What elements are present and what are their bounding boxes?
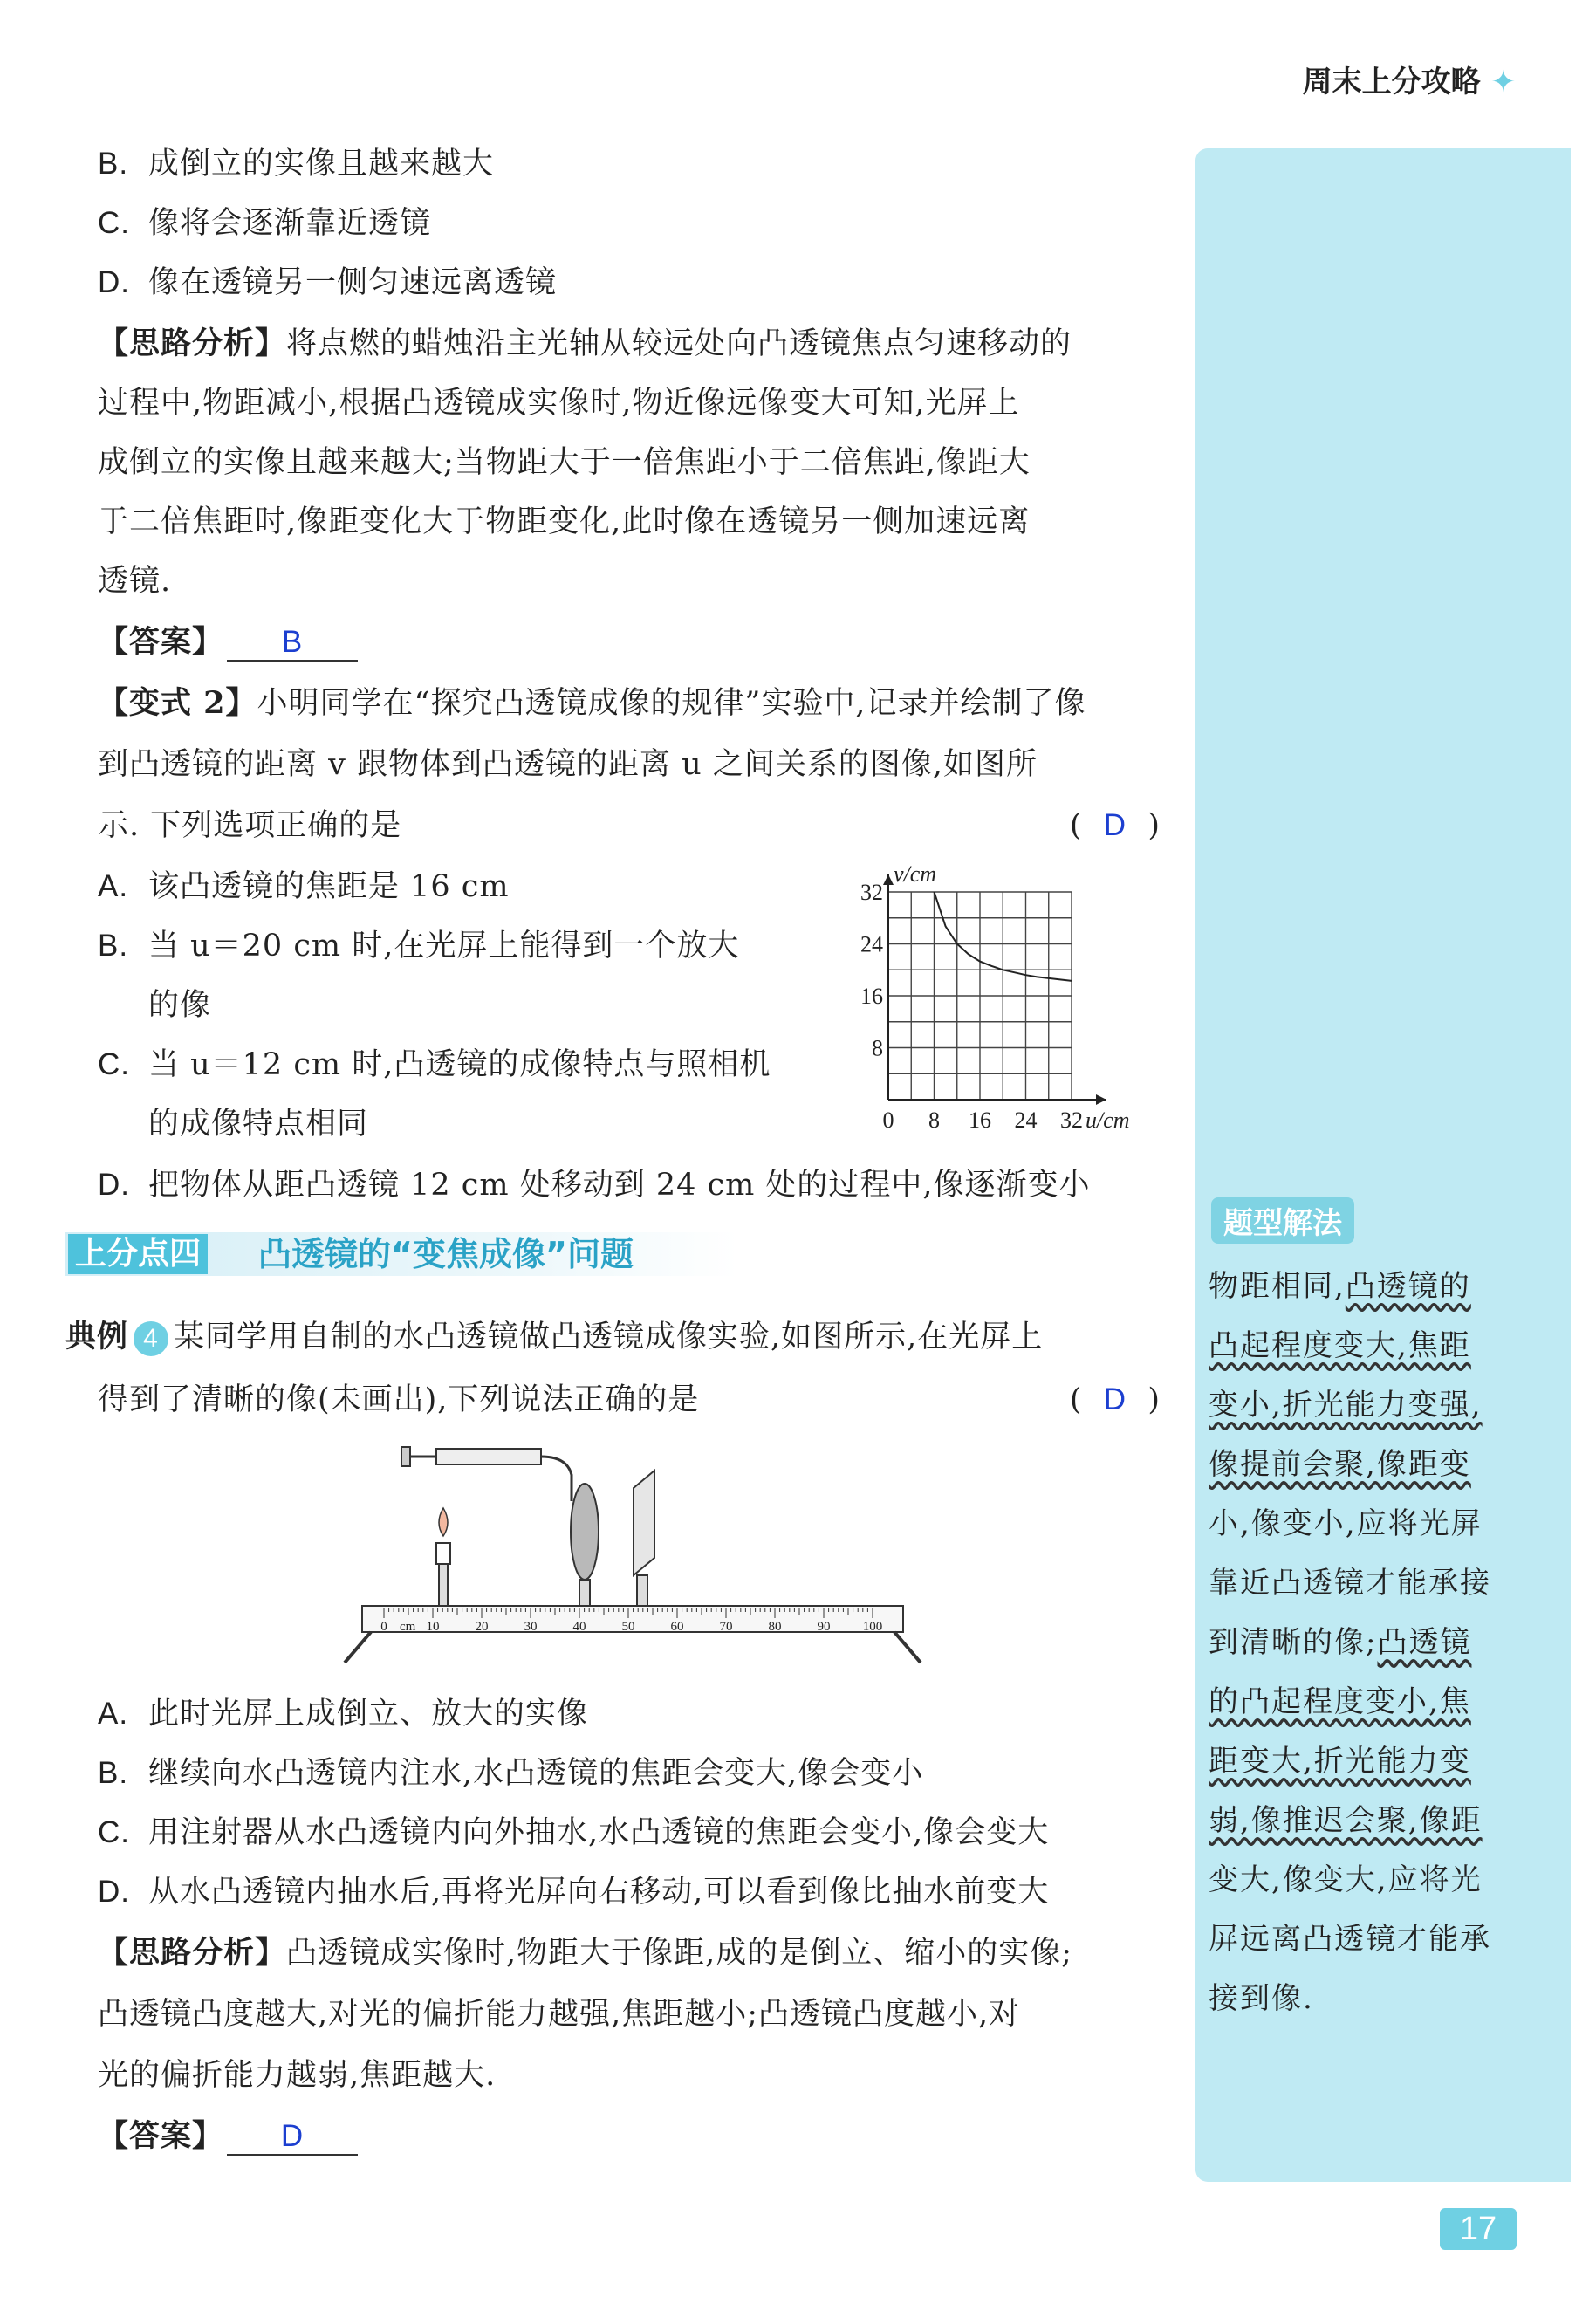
x-tick-label: 0 [882,1108,894,1133]
variant2-option-b: B. 当 u＝20 cm 时,在光屏上能得到一个放大 [98,929,740,964]
sidebar-line-11: 变大,像变大,应将光 [1209,1862,1483,1897]
sidebar-tag: 题型解法 [1211,1197,1354,1244]
example4-answer-value: D [1103,1382,1127,1416]
example4-option-a: A. 此时光屏上成倒立、放大的实像 [98,1697,589,1732]
scale-label: 60 [670,1620,684,1634]
syringe-icon [401,1447,572,1501]
variant2-answer-value: D [1103,808,1127,842]
sidebar-line-5: 小,像变小,应将光屏 [1209,1506,1483,1541]
example-label: 典例 [65,1319,129,1354]
variant2-line-3: 示. 下列选项正确的是 ( D ) [98,808,1161,843]
sparkle-icon: ✦ [1490,65,1516,99]
scale-label: 40 [572,1620,586,1634]
y-axis-label: v/cm [894,864,937,887]
sidebar-line-6: 靠近凸透镜才能承接 [1209,1566,1491,1601]
example-number-badge: 4 [134,1321,168,1356]
y-tick-label: 24 [860,931,883,957]
sidebar-line-8: 的凸起程度变小,焦 [1209,1684,1471,1719]
prev-answer-value: B [227,625,358,662]
scale-unit: cm [400,1620,416,1634]
x-tick-label: 32 [1060,1108,1083,1133]
light-screen-icon [634,1471,654,1610]
x-tick-label: 16 [969,1108,991,1133]
x-axis-arrow [1096,1094,1106,1105]
sidebar-line-12: 屏远离凸透镜才能承 [1209,1922,1491,1957]
scale-label: 30 [524,1620,538,1634]
sidebar-line-2: 凸起程度变大,焦距 [1209,1328,1471,1363]
prev-analysis-line-2: 过程中,物距减小,根据凸透镜成实像时,物近像远像变大可知,光屏上 [98,386,1020,421]
sidebar-line-10: 弱,像推迟会聚,像距 [1209,1803,1483,1838]
candle-icon [436,1508,450,1609]
variant2-option-c: C. 当 u＝12 cm 时,凸透镜的成像特点与照相机 [98,1047,771,1082]
prev-analysis-line-3: 成倒立的实像且越来越大;当物距大于一倍焦距小于二倍焦距,像距大 [98,445,1031,480]
prev-analysis-line-1: 【思路分析】将点燃的蜡烛沿主光轴从较远处向凸透镜焦点匀速移动的 [98,326,1072,361]
prev-option-c: C. 像将会逐渐靠近透镜 [98,206,432,241]
y-tick-label: 16 [860,984,883,1009]
prev-answer: 【答案】 B [98,625,358,662]
sidebar-line-3: 变小,折光能力变强, [1209,1388,1483,1423]
scale-label: 70 [719,1620,733,1634]
sidebar-line-7: 到清晰的像;凸透镜 [1209,1625,1472,1660]
prev-option-d: D. 像在透镜另一侧匀速远离透镜 [98,265,558,300]
prev-analysis-line-4: 于二倍焦距时,像距变化大于物距变化,此时像在透镜另一侧加速远离 [98,504,1031,539]
page-header-title: 周末上分攻略 ✦ [1302,65,1516,99]
example4-option-d: D. 从水凸透镜内抽水后,再将光屏向右移动,可以看到像比抽水前变大 [98,1875,1050,1910]
example4-analysis-line-3: 光的偏折能力越弱,焦距越大. [98,2058,497,2093]
y-axis-arrow [883,874,894,885]
example4-answer: 【答案】 D [98,2119,358,2156]
variant2-option-d: D. 把物体从距凸透镜 12 cm 处移动到 24 cm 处的过程中,像逐渐变小 [98,1168,1091,1203]
page-number: 17 [1440,2208,1517,2250]
scale-label: 80 [768,1620,782,1634]
example4-option-c: C. 用注射器从水凸透镜内向外抽水,水凸透镜的焦距会变小,像会变大 [98,1815,1050,1850]
v-u-chart [846,864,1169,1135]
scale-label: 0 [380,1620,387,1634]
sidebar-line-9: 距变大,折光能力变 [1209,1744,1471,1779]
x-tick-label: 24 [1014,1108,1038,1133]
sidebar-line-4: 像提前会聚,像距变 [1209,1447,1471,1482]
example4-line-2: 得到了清晰的像(未画出),下列说法正确的是 ( D ) [98,1382,1161,1417]
sidebar-line-1: 物距相同,凸透镜的 [1209,1269,1471,1304]
prev-analysis-line-5: 透镜. [98,564,172,599]
scale-label: 20 [475,1620,489,1634]
optical-bench-figure [340,1431,951,1676]
variant2-line-1: 【变式 2】小明同学在“探究凸透镜成像的规律”实验中,记录并绘制了像 [98,685,1086,721]
scale-label: 90 [817,1620,831,1634]
optical-rail-icon [345,1606,921,1663]
water-lens-icon [571,1484,599,1610]
example4-line-1: 典例 4 某同学用自制的水凸透镜做凸透镜成像实验,如图所示,在光屏上 [65,1319,1044,1354]
x-tick-label: 8 [928,1108,940,1133]
section-title: 凸透镜的“变焦成像”问题 [258,1235,634,1273]
example4-analysis-line-2: 凸透镜凸度越大,对光的偏折能力越强,焦距越小;凸透镜凸度越小,对 [98,1997,1021,2032]
scale-label: 100 [862,1620,883,1634]
y-tick-label: 8 [872,1035,883,1061]
prev-option-b: B. 成倒立的实像且越来越大 [98,147,495,182]
section-label: 上分点四 [68,1234,208,1274]
x-axis-label: u/cm [1086,1108,1130,1133]
variant2-option-a: A. 该凸透镜的焦距是 16 cm [98,869,510,904]
variant2-option-b-cont: 的像 [148,988,212,1023]
example4-answer-fill: D [227,2119,358,2156]
variant2-answer-paren: ( D ) [1069,808,1161,843]
scale-label: 10 [426,1620,440,1634]
variant2-line-2: 到凸透镜的距离 v 跟物体到凸透镜的距离 u 之间关系的图像,如图所 [98,747,1038,782]
example4-analysis-line-1: 【思路分析】凸透镜成实像时,物距大于像距,成的是倒立、缩小的实像; [98,1935,1073,1971]
y-tick-label: 32 [860,880,883,905]
sidebar-line-13: 接到像. [1209,1981,1314,2016]
variant2-option-c-cont: 的成像特点相同 [148,1107,369,1142]
example4-option-b: B. 继续向水凸透镜内注水,水凸透镜的焦距会变大,像会变小 [98,1756,924,1791]
example4-answer-paren: ( D ) [1069,1382,1161,1417]
scale-label: 50 [621,1620,635,1634]
